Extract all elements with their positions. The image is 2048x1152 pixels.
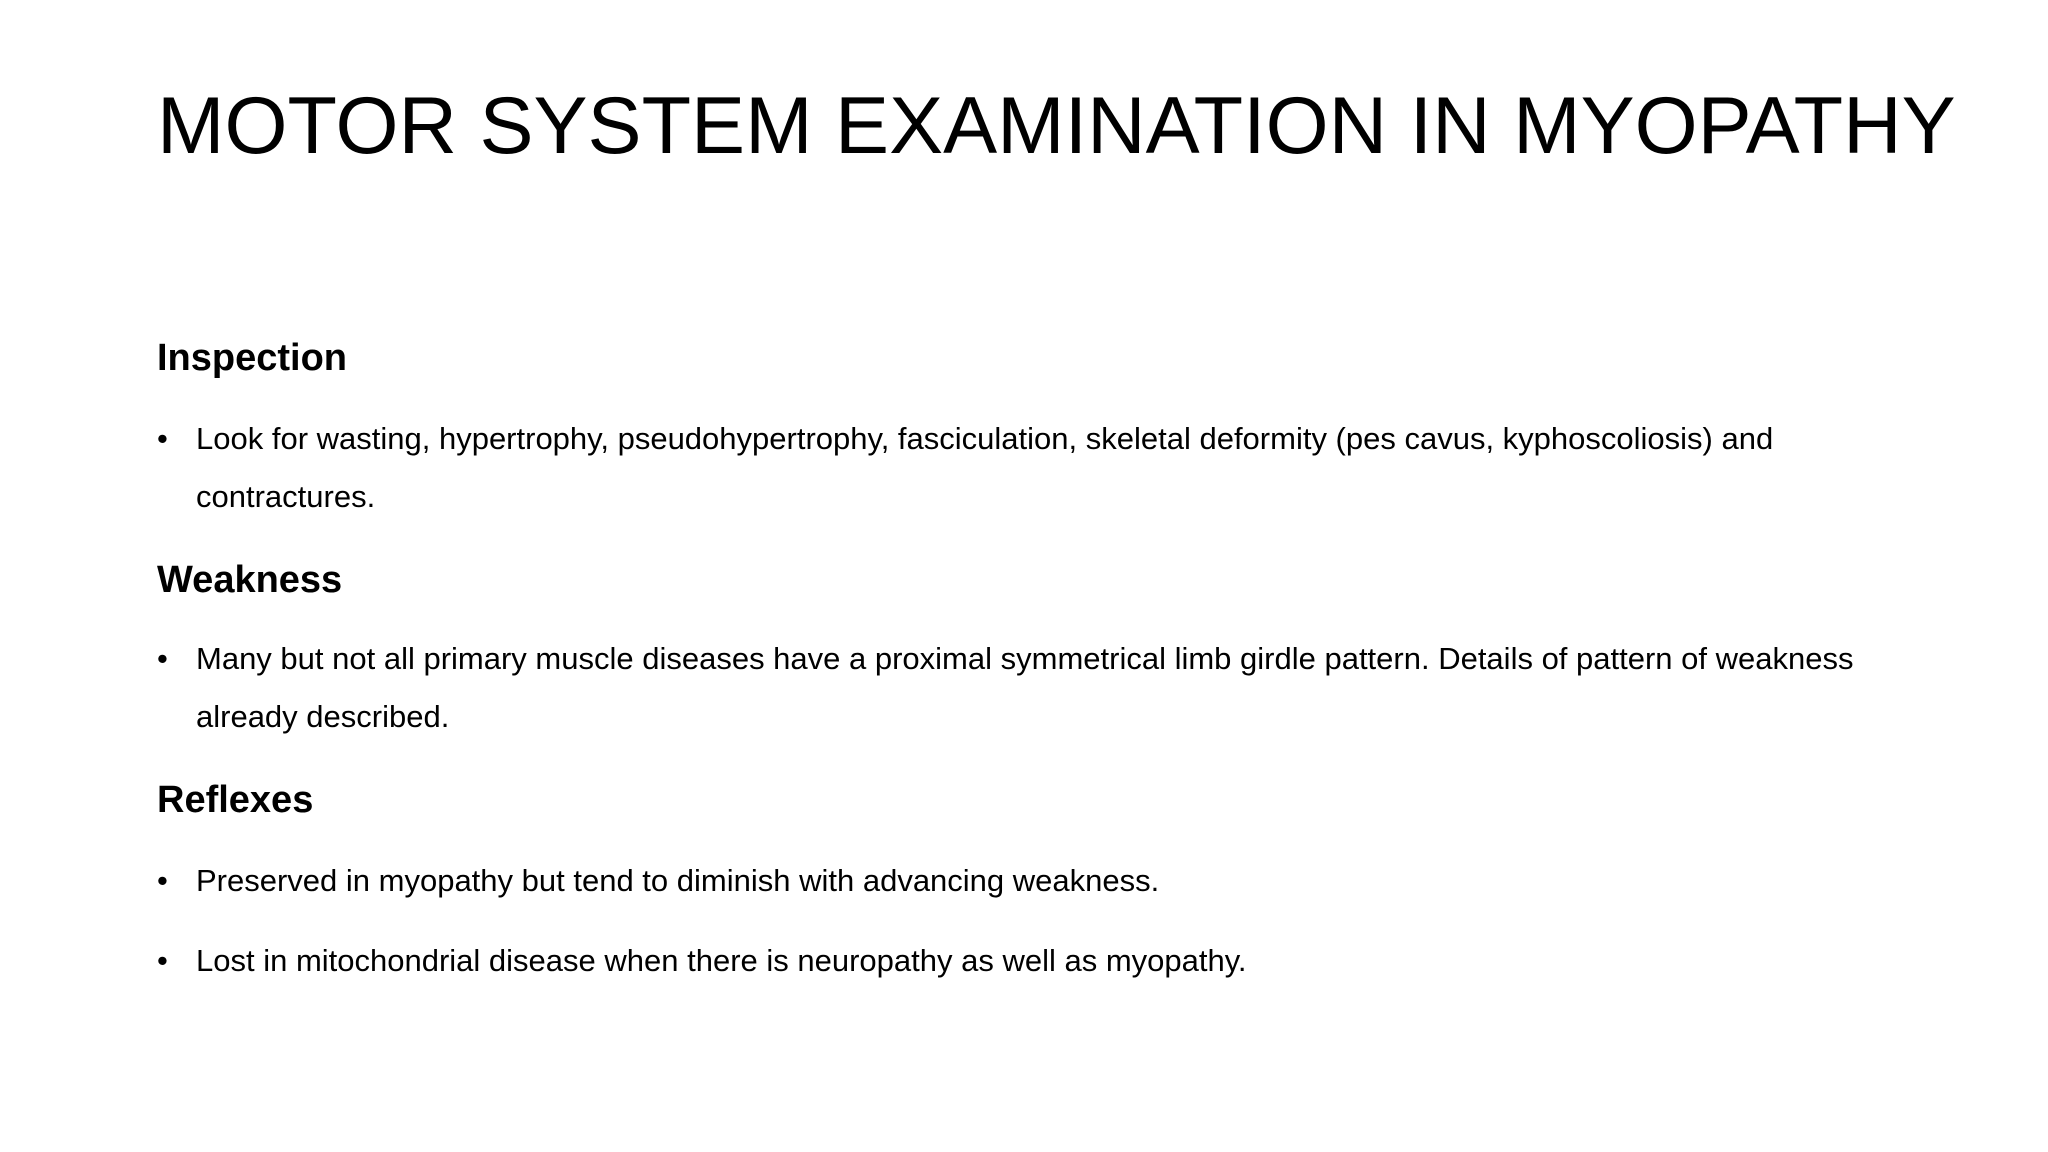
section-reflexes [157,770,1877,990]
section-inspection [157,328,1877,526]
slide-title: MOTOR SYSTEM EXAMINATION IN MYOPATHY [157,81,1956,171]
bullet-icon: • [157,943,168,978]
section-heading-inspection: Inspection [157,337,348,379]
bullet-icon: • [157,863,168,898]
section-heading-weakness: Weakness [157,559,343,601]
bullet-icon: • [157,421,168,456]
bullet-item [157,932,1877,990]
slide-content [157,328,1877,990]
section-heading-reflexes: Reflexes [157,779,314,821]
bullet-list-weakness [157,630,1877,746]
bullet-text: Look for wasting, hypertrophy, pseudohypertrophy, fasciculation, skeletal deformity (pes cavus, kyphoscoliosis) and contractures. [196,421,1774,514]
bullet-text: Many but not all primary muscle diseases have a proximal symmetrical limb girdle pattern. Details of pattern of weakness already described. [196,641,1854,734]
bullet-list-inspection [157,410,1877,526]
bullet-item [157,410,1877,526]
bullet-icon: • [157,641,168,676]
bullet-text: Preserved in myopathy but tend to diminish with advancing weakness. [196,863,1160,898]
bullet-item [157,852,1877,910]
bullet-item [157,630,1877,746]
section-weakness [157,550,1877,746]
bullet-list-reflexes [157,852,1877,990]
bullet-text: Lost in mitochondrial disease when there is neuropathy as well as myopathy. [196,943,1247,978]
